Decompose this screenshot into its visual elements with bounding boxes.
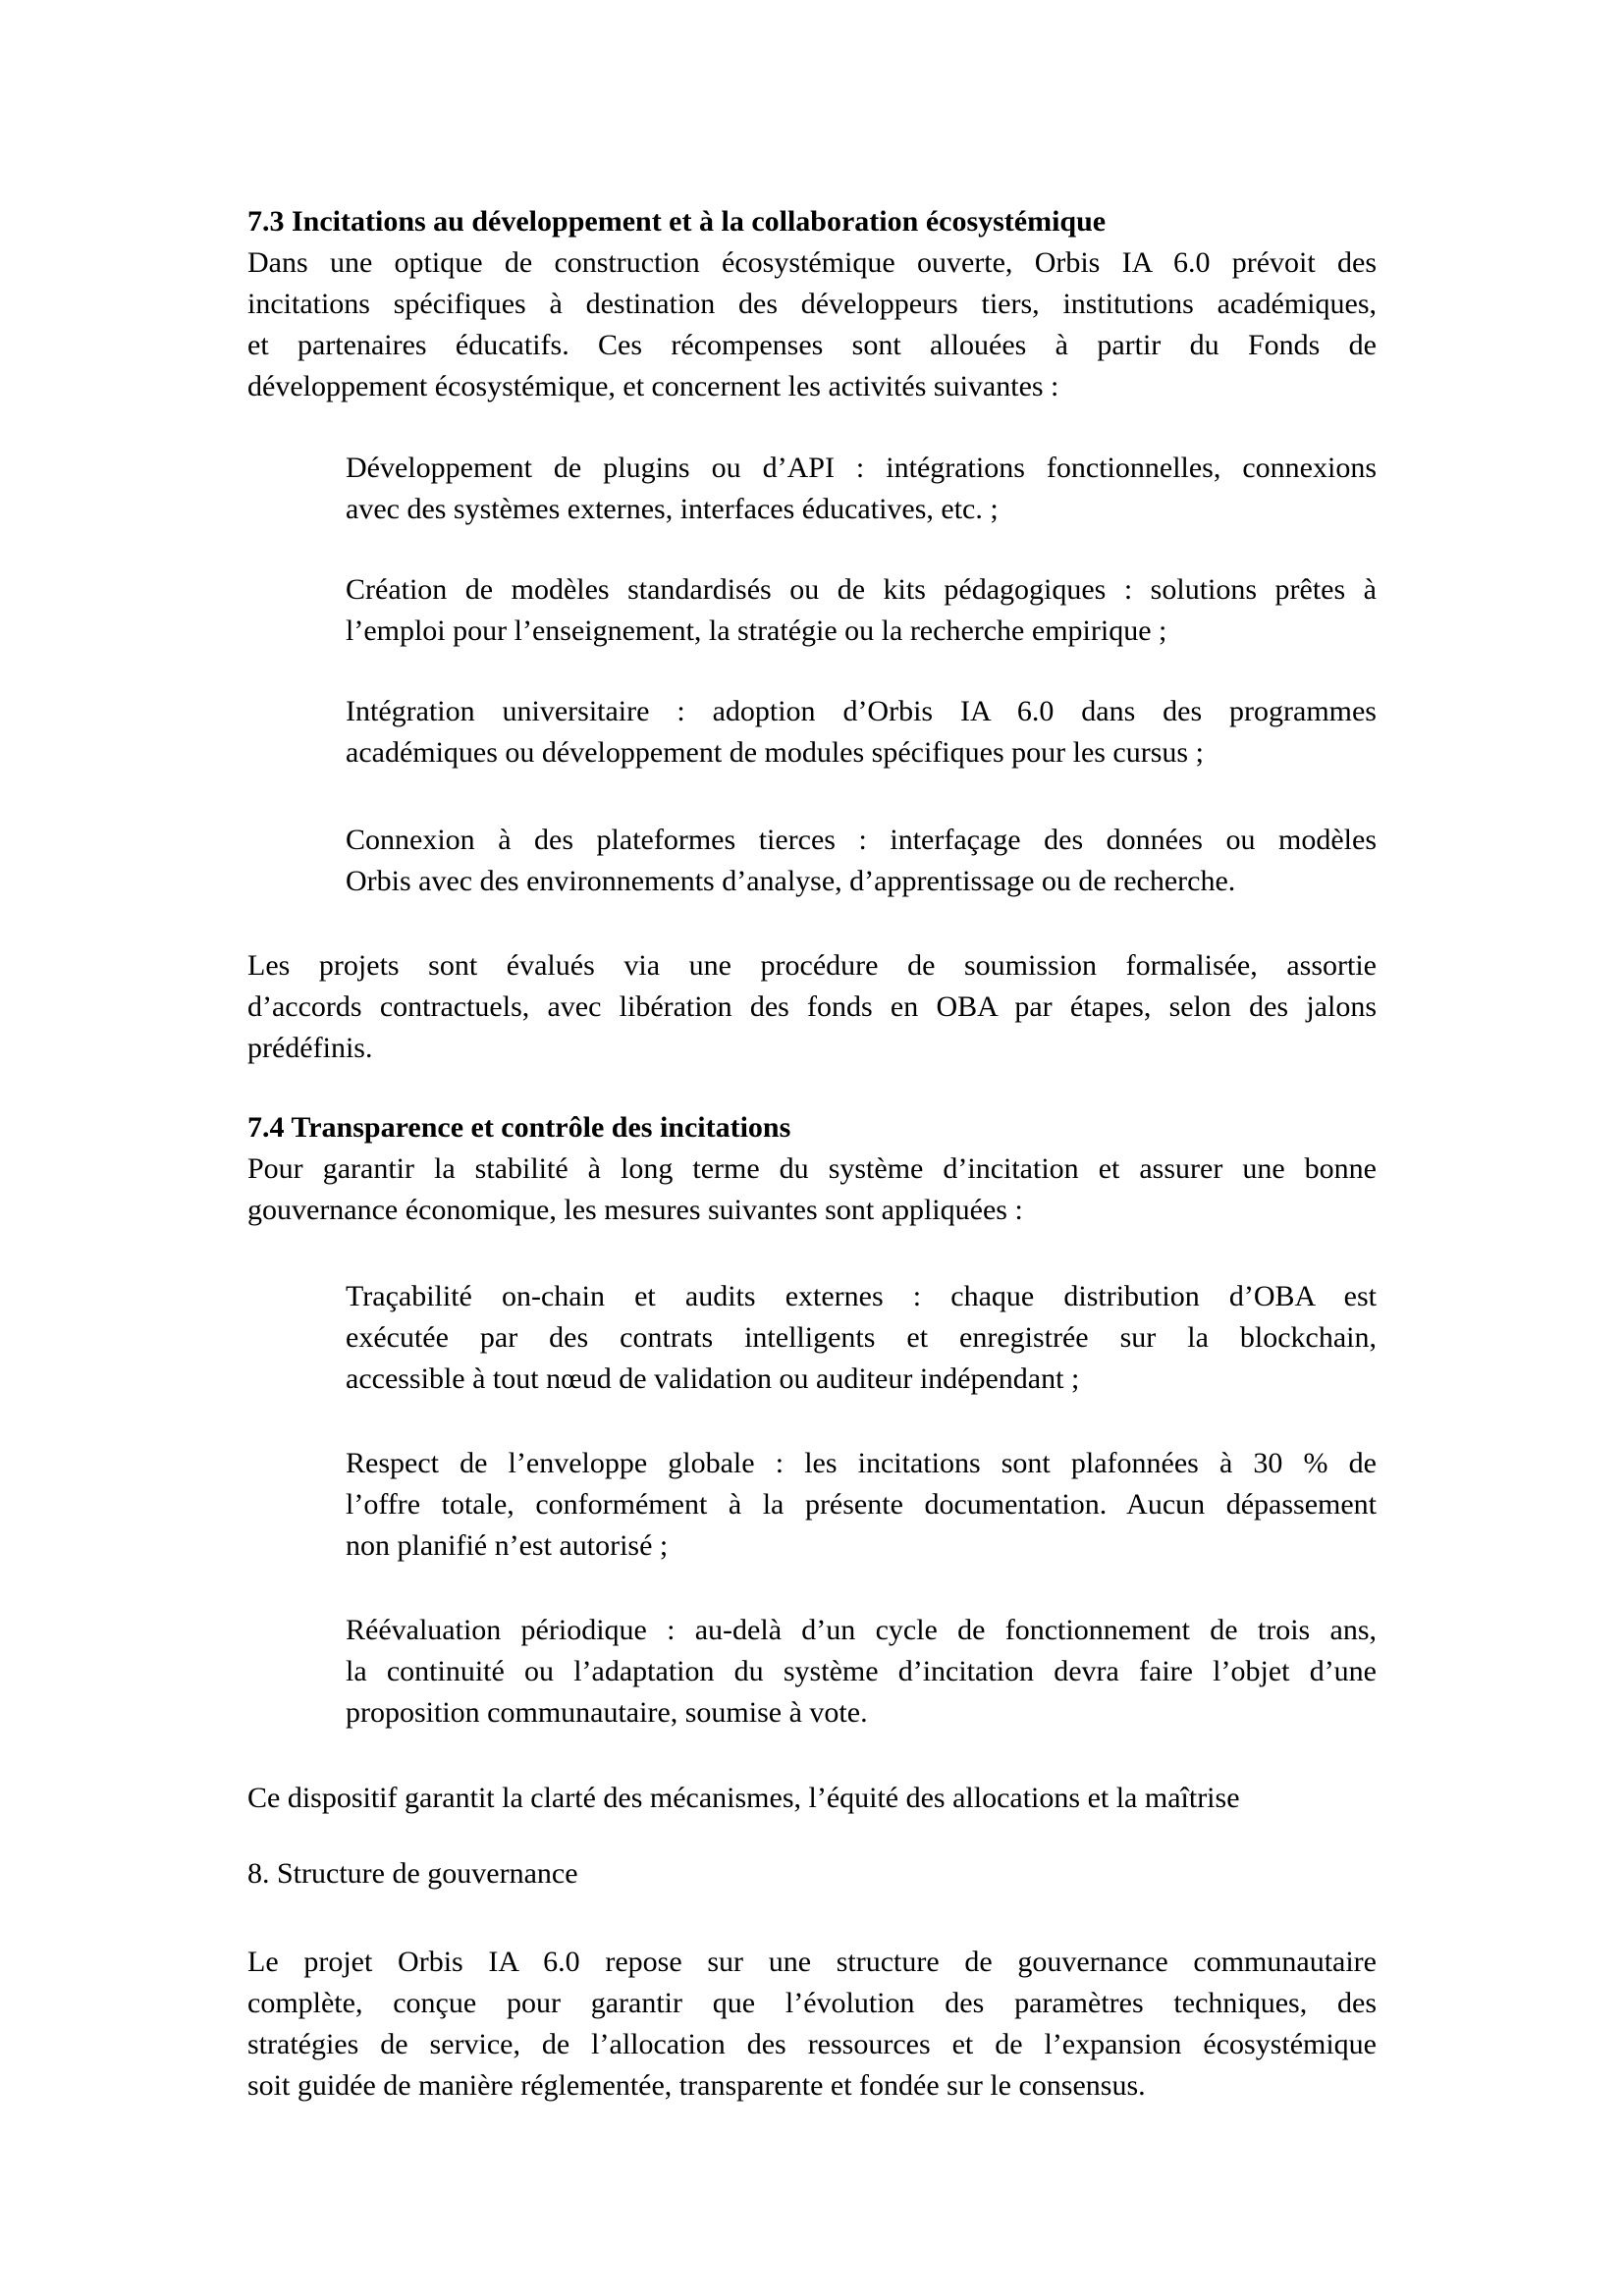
paragraph-line: soit guidée de manière réglementée, transparente et fondée sur le consensus.	[247, 2069, 1146, 2102]
list-item	[346, 691, 1377, 774]
section-7-4-intro	[247, 1107, 1377, 1231]
paragraph-line: Dans une optique de construction écosystémique ouverte, Orbis IA 6.0 prévoit des	[247, 246, 1377, 279]
list-item-line: accessible à tout nœud de validation ou auditeur indépendant ;	[346, 1362, 1080, 1395]
section-7-3-closing	[247, 945, 1377, 1069]
list-item-line: Traçabilité on-chain et audits externes : chaque distribution d’OBA est	[346, 1280, 1377, 1312]
list-item-line: non planifié n’est autorisé ;	[346, 1529, 669, 1562]
paragraph-line: complète, conçue pour garantir que l’évolution des paramètres techniques, des	[247, 1987, 1377, 2019]
paragraph-line: et partenaires éducatifs. Ces récompenses sont allouées à partir du Fonds de	[247, 329, 1377, 361]
list-item-line: l’emploi pour l’enseignement, la stratégie ou la recherche empirique ;	[346, 614, 1167, 647]
paragraph-line: Pour garantir la stabilité à long terme du système d’incitation et assurer une bonne	[247, 1152, 1377, 1185]
list-item-line: Connexion à des plateformes tierces : interfaçage des données ou modèles	[346, 824, 1377, 856]
paragraph-line: stratégies de service, de l’allocation des ressources et de l’expansion écosystémique	[247, 2028, 1377, 2060]
list-item-line: exécutée par des contrats intelligents et enregistrée sur la blockchain,	[346, 1321, 1377, 1354]
paragraph-line: prédéfinis.	[247, 1032, 373, 1064]
list-item	[346, 820, 1377, 902]
section-heading-7-3: 7.3 Incitations au développement et à la collaboration écosystémique	[247, 205, 1107, 238]
list-item-line: la continuité ou l’adaptation du système d’incitation devra faire l’objet d’une	[346, 1655, 1377, 1687]
list-item-line: proposition communautaire, soumise à vote.	[346, 1696, 868, 1729]
list-item-line: Intégration universitaire : adoption d’Orbis IA 6.0 dans des programmes	[346, 695, 1377, 727]
list-item-line: l’offre totale, conformément à la présente documentation. Aucun dépassement	[346, 1488, 1377, 1521]
list-item	[346, 448, 1377, 530]
paragraph-line: développement écosystémique, et concernent les activités suivantes :	[247, 370, 1059, 402]
paragraph-line: d’accords contractuels, avec libération des fonds en OBA par étapes, selon des jalons	[247, 990, 1377, 1023]
section-7-3-intro	[247, 201, 1377, 407]
list-item-line: académiques ou développement de modules spécifiques pour les cursus ;	[346, 736, 1204, 769]
paragraph-line: Les projets sont évalués via une procédure de soumission formalisée, assortie	[247, 949, 1377, 982]
section-8-body	[247, 1942, 1377, 2107]
list-item-line: avec des systèmes externes, interfaces éducatives, etc. ;	[346, 493, 999, 525]
paragraph-line: Le projet Orbis IA 6.0 repose sur une structure de gouvernance communautaire	[247, 1946, 1377, 1978]
section-8-heading-block	[247, 1853, 1377, 1895]
section-heading-7-4: 7.4 Transparence et contrôle des incitations	[247, 1111, 791, 1144]
section-heading-8: 8. Structure de gouvernance	[247, 1857, 578, 1890]
list-item-line: Création de modèles standardisés ou de kits pédagogiques : solutions prêtes à	[346, 573, 1377, 606]
paragraph-line: Ce dispositif garantit la clarté des mécanismes, l’équité des allocations et la maîtrise	[247, 1782, 1240, 1814]
list-item	[346, 1610, 1377, 1734]
list-item	[346, 569, 1377, 652]
list-item-line: Orbis avec des environnements d’analyse, d’apprentissage ou de recherche.	[346, 865, 1236, 897]
list-item-line: Respect de l’enveloppe globale : les incitations sont plafonnées à 30 % de	[346, 1447, 1377, 1479]
paragraph-line: incitations spécifiques à destination des développeurs tiers, institutions académiques,	[247, 288, 1377, 320]
section-7-4-closing	[247, 1778, 1377, 1819]
list-item	[346, 1443, 1377, 1567]
list-item	[346, 1276, 1377, 1400]
list-item-line: Réévaluation périodique : au-delà d’un cycle de fonctionnement de trois ans,	[346, 1614, 1377, 1646]
list-item-line: Développement de plugins ou d’API : intégrations fonctionnelles, connexions	[346, 452, 1377, 484]
paragraph-line: gouvernance économique, les mesures suivantes sont appliquées :	[247, 1194, 1023, 1226]
